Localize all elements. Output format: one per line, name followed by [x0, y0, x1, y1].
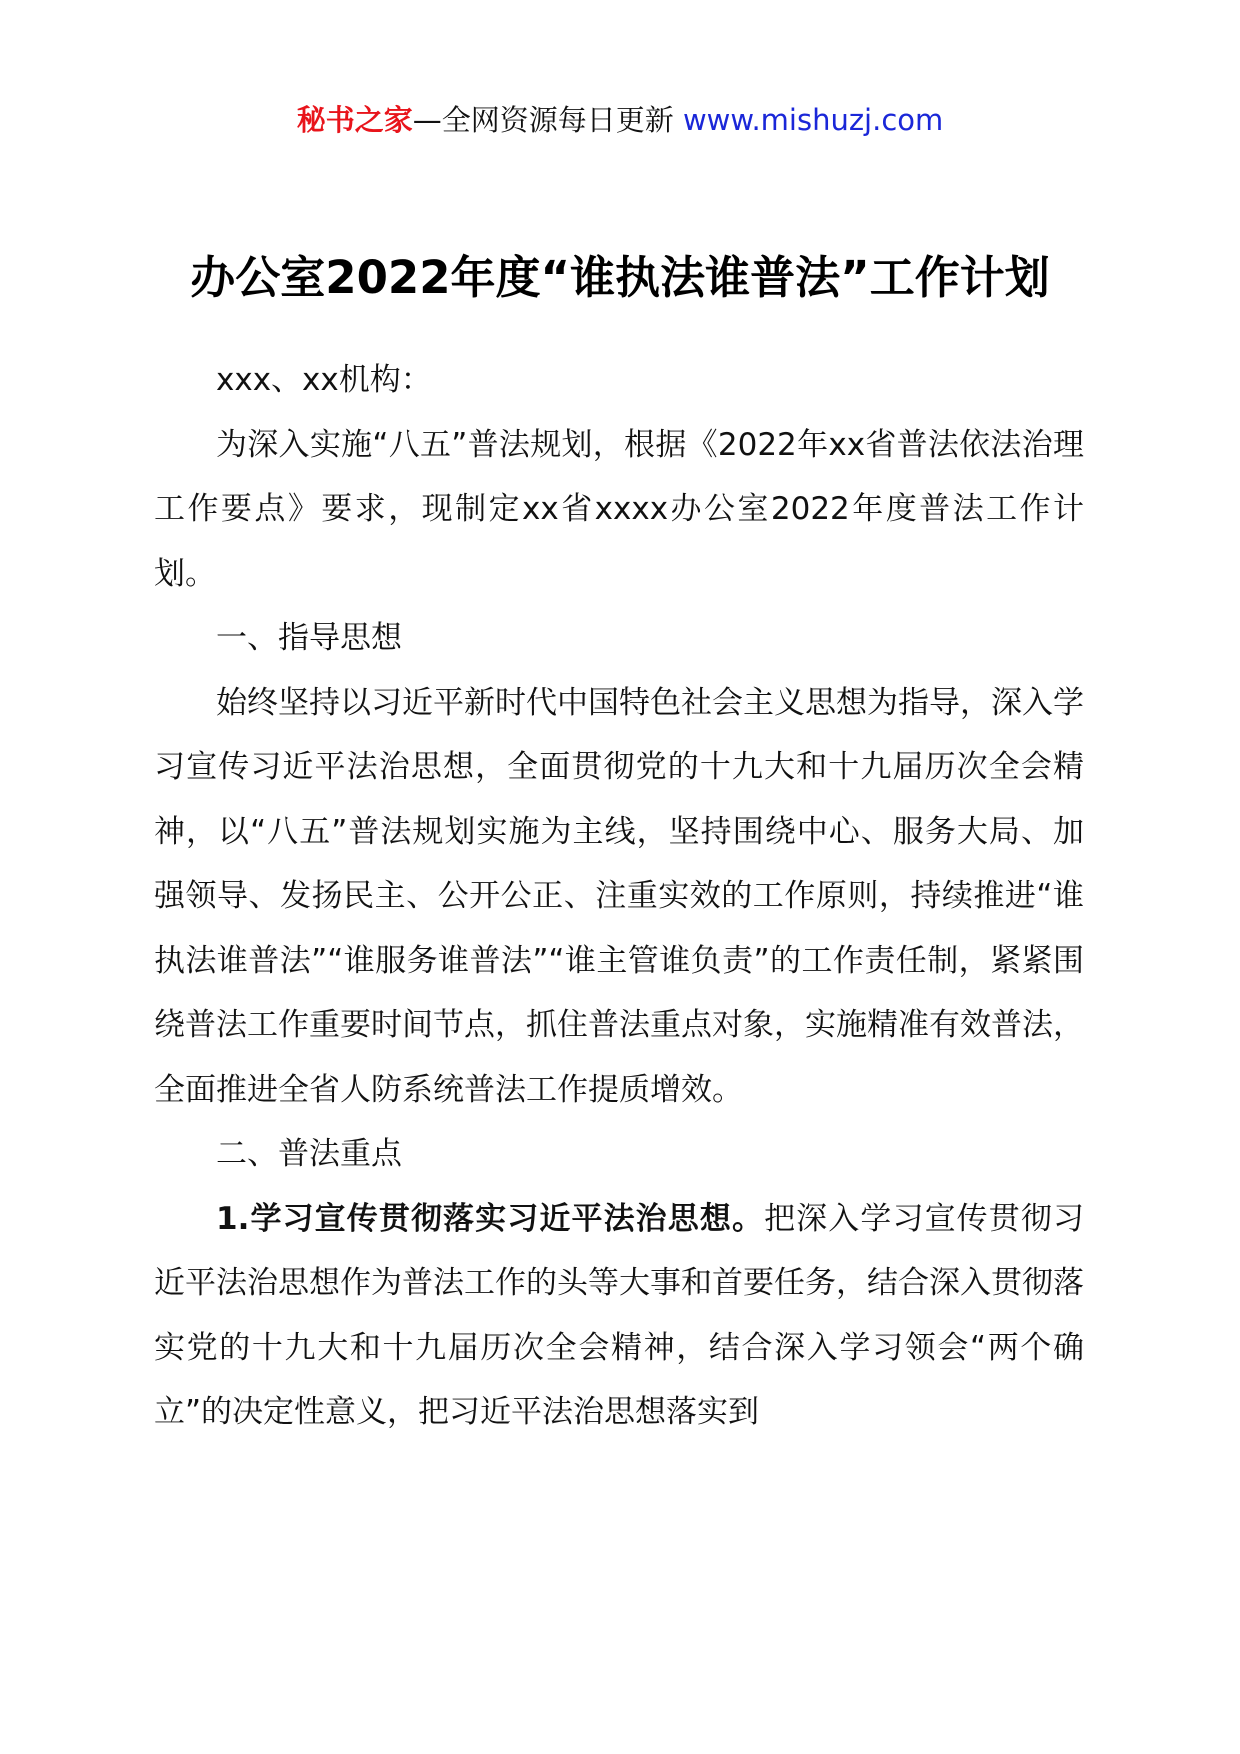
site-header: [0, 100, 1240, 140]
intro-paragraph: 为深入实施“八五”普法规划，根据《2022年xx省普法依法治理工作要点》要求，现制定xx省xxxx办公室2022年度普法工作计划。: [154, 426, 1084, 592]
guiding-thought-paragraph: 始终坚持以习近平新时代中国特色社会主义思想为指导，深入学习宣传习近平法治思想，全面贯彻党的十九大和十九届历次全会精神，以“八五”普法规划实施为主线，坚持围绕中心、服务大局、加强领导、发扬民主、公开公正、注重实效的工作原则，持续推进“谁执法谁普法”“谁服务谁普法”“谁主管谁负责”的工作责任制，紧紧围绕普法工作重要时间节点，抓住普法重点对象，实施精准有效普法，全面推进全省人防系统普法工作提质增效。: [154, 684, 1084, 1108]
document-body: [154, 348, 1084, 1445]
site-url-link[interactable]: www.mishuzj.com: [682, 103, 944, 137]
key-point-1-paragraph: [154, 1187, 1084, 1445]
site-slogan: —全网资源每日更新: [412, 103, 674, 137]
salutation: xxx、xx机构：: [216, 362, 432, 398]
section-heading-guiding-thought: 一、指导思想: [216, 620, 402, 656]
site-brand: 秘书之家: [296, 103, 413, 137]
key-point-1-text: 把深入学习宣传贯彻习近平法治思想作为普法工作的头等大事和首要任务，结合深入贯彻落实党的十九大和十九届历次全会精神，结合深入学习领会“两个确立”的决定性意义，把习近平法治思想落实到: [154, 1200, 1084, 1430]
key-point-1-heading: 1.学习宣传贯彻落实习近平法治思想。: [216, 1200, 765, 1237]
document-title: 办公室2022年度“谁执法谁普法”工作计划: [190, 251, 1050, 304]
section-heading-key-points: 二、普法重点: [216, 1136, 402, 1172]
